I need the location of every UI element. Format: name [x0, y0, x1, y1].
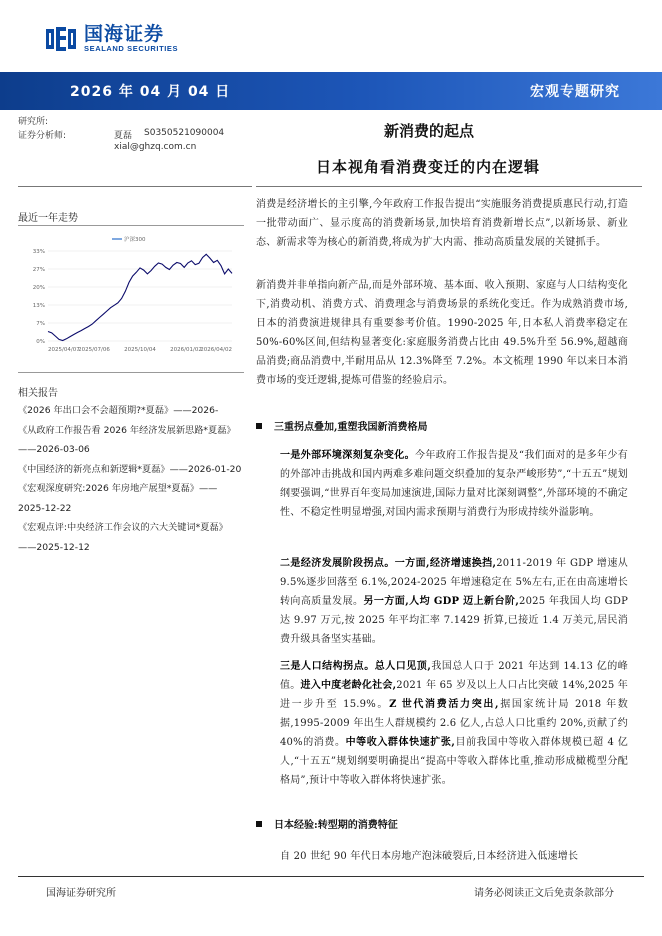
- related-report-item[interactable]: 《2026 年出口会不会超预期?*夏磊》——2026-: [18, 405, 219, 416]
- body-paragraph-1: [280, 446, 628, 522]
- y-axis-labels: [33, 249, 45, 345]
- p3-lead: 三是人口结构拐点。总人口见顶,: [280, 661, 432, 672]
- section-heading-2: [256, 816, 398, 831]
- hs300-line: [48, 254, 232, 340]
- divider-right: [256, 186, 642, 187]
- section-heading-2-text: 日本经验:转型期的消费特征: [274, 820, 398, 831]
- related-report-item[interactable]: 《宏观点评:中央经济工作会议的六大关键词*夏磊》——2025-12-12: [18, 522, 228, 553]
- p3-text-d: 目前我国中等收入群体规模已超 4 亿人,“十五五”规划纲要明确提出“提高中等收入群体比重,推动形成橄榄型分配格局”,预计中等收入群体将快速扩张。: [280, 737, 628, 786]
- intro-paragraph-2: 新消费并非单指向新产品,而是外部环境、基本面、收入预期、家庭与人口结构变化下,消费动机、消费方式、消费理念与消费场景的系统化变迁。作为成熟消费市场,日本的消费演进规律具有重要参考价值。1990-2025 年,日本私人消费率稳定在 50%-60%区间,但结构显著变化:家庭服务消费占比由 49.5%升至 56.9%,超越商品消费;商品消费中,半耐用品从 12.3%降至 7.2%。本文梳理 1990 年以来日本消费市场的变迁逻辑,提炼可借鉴的经验启示。: [256, 280, 628, 386]
- chart-legend: [112, 235, 146, 243]
- footer-disclaimer[interactable]: 请务必阅读正文后免责条款部分: [474, 888, 614, 899]
- report-title: 新消费的起点: [384, 122, 475, 140]
- x-tick-label: 2025/10/04: [124, 347, 156, 353]
- section-heading-1-text: 三重拐点叠加,重塑我国新消费格局: [274, 422, 428, 433]
- body-paragraph-3: [280, 657, 628, 790]
- trend-divider: [18, 225, 244, 226]
- divider-left: [18, 186, 252, 187]
- y-tick-label: 33%: [32, 249, 45, 255]
- y-tick-label: 20%: [32, 285, 45, 291]
- related-report-item[interactable]: 《中国经济的新亮点和新逻辑*夏磊》——2026-01-20: [18, 463, 242, 475]
- x-tick-label: 2025/04/07: [48, 347, 80, 353]
- x-tick-label: 2026/04/02: [200, 347, 232, 353]
- y-tick-label: 13%: [32, 303, 45, 309]
- logo-text-cn: 国海证券: [84, 23, 165, 45]
- intro-paragraph-1: 消费是经济增长的主引擎,今年政府工作报告提出“实施服务消费提质惠民行动,打造一批带动面广、显示度高的消费新场景,加快培育消费新增长点”,以新场景、新业态、新需求等为核心的新消费,将成为扩大内需、推动高质量发展的关键抓手。: [256, 199, 628, 248]
- bullet-square-icon: [256, 821, 262, 827]
- p3-lead-c: Z 世代消费活力突出,: [389, 699, 499, 710]
- p2-text-b: 2025 年我国人均 GDP 达 9.97 万元,按 2025 年平均汇率 7.1429 折算,已接近 1.4 万美元,居民消费升级具备坚实基础。: [280, 596, 628, 645]
- analyst-email[interactable]: xial@ghzq.com.cn: [114, 142, 197, 152]
- p3-text-a: 我国总人口于 2021 年达到 14.13 亿的峰值。: [280, 661, 629, 691]
- related-report-item[interactable]: 《宏观深度研究:2026 年房地产展望*夏磊》——2025-12-22: [18, 483, 218, 514]
- related-reports-list: [18, 401, 244, 557]
- report-type: 宏观专题研究: [530, 84, 620, 100]
- body-paragraph-2: [280, 554, 628, 649]
- company-logo: [44, 24, 178, 54]
- header-banner: [0, 72, 662, 110]
- p3-text-c: 据国家统计局 2018 年数据,1995-2009 年出生人群规模约 2.6 亿人,占总人口比重约 20%,贡献了约 40%的消费。: [280, 699, 628, 748]
- report-subtitle: 日本视角看消费变迁的内在逻辑: [316, 158, 541, 176]
- legend-label: 沪深300: [124, 237, 146, 243]
- x-tick-label: 2026/01/02: [170, 347, 202, 353]
- related-heading: 相关报告: [18, 388, 58, 399]
- y-tick-label: 0%: [36, 339, 45, 345]
- bullet-square-icon: [256, 423, 262, 429]
- p3-lead-d: 中等收入群体快速扩张,: [345, 737, 456, 748]
- footer-institute: 国海证券研究所: [46, 888, 116, 899]
- trend-heading: 最近一年走势: [18, 213, 78, 224]
- analyst-license: S0350521090004: [144, 128, 225, 138]
- trend-chart: [18, 233, 240, 363]
- p1-text: 今年政府工作报告提及“我们面对的是多年少有的外部冲击挑战和国内两难多难问题交织叠加的复杂严峻形势”,“十五五”规划纲要强调,“世界百年变局加速演进,国际力量对比深刻调整”,外部环境的不确定性、不稳定性明显增强,对国内需求预期与消费行为形成持续外溢影响。: [280, 450, 628, 518]
- footer-divider: [18, 876, 644, 877]
- sealand-logo-icon: [44, 25, 78, 53]
- x-axis-labels: [48, 347, 232, 353]
- chart-bottom-divider: [18, 372, 244, 373]
- analyst-label: 证券分析师:: [18, 131, 67, 141]
- p1-lead: 一是外部环境深刻复杂变化。: [280, 450, 415, 461]
- logo-text-en: SEALAND SECURITIES: [84, 44, 179, 53]
- related-report-item[interactable]: 《从政府工作报告看 2026 年经济发展新思路*夏磊》——2026-03-06: [18, 424, 236, 455]
- report-date: 2026 年 04 月 04 日: [70, 84, 231, 100]
- p3-text-b: 2021 年 65 岁及以上人口占比突破 14%,2025 年进一步升至 15.9%。: [280, 680, 629, 710]
- x-tick-label: 2025/07/06: [78, 347, 110, 353]
- p3-lead-b: 进入中度老龄化社会,: [300, 680, 397, 691]
- institute-label: 研究所:: [18, 117, 49, 127]
- section-heading-1: [256, 418, 427, 433]
- y-tick-label: 27%: [32, 267, 45, 273]
- analyst-name: 夏磊: [114, 131, 133, 141]
- p2-lead-b: 另一方面,人均 GDP 迈上新台阶,: [363, 596, 520, 607]
- p2-text-a: 2011-2019 年 GDP 增速从 9.5%逐步回落至 6.1%,2024-2025 年增速稳定在 5%左右,正在由高速增长转向高质量发展。: [280, 558, 628, 607]
- y-tick-label: 7%: [36, 321, 45, 327]
- body-paragraph-4: 自 20 世纪 90 年代日本房地产泡沫破裂后,日本经济进入低速增长: [280, 851, 579, 862]
- y-grid: [48, 251, 232, 341]
- p2-lead: 二是经济发展阶段拐点。一方面,经济增速换挡,: [280, 558, 497, 569]
